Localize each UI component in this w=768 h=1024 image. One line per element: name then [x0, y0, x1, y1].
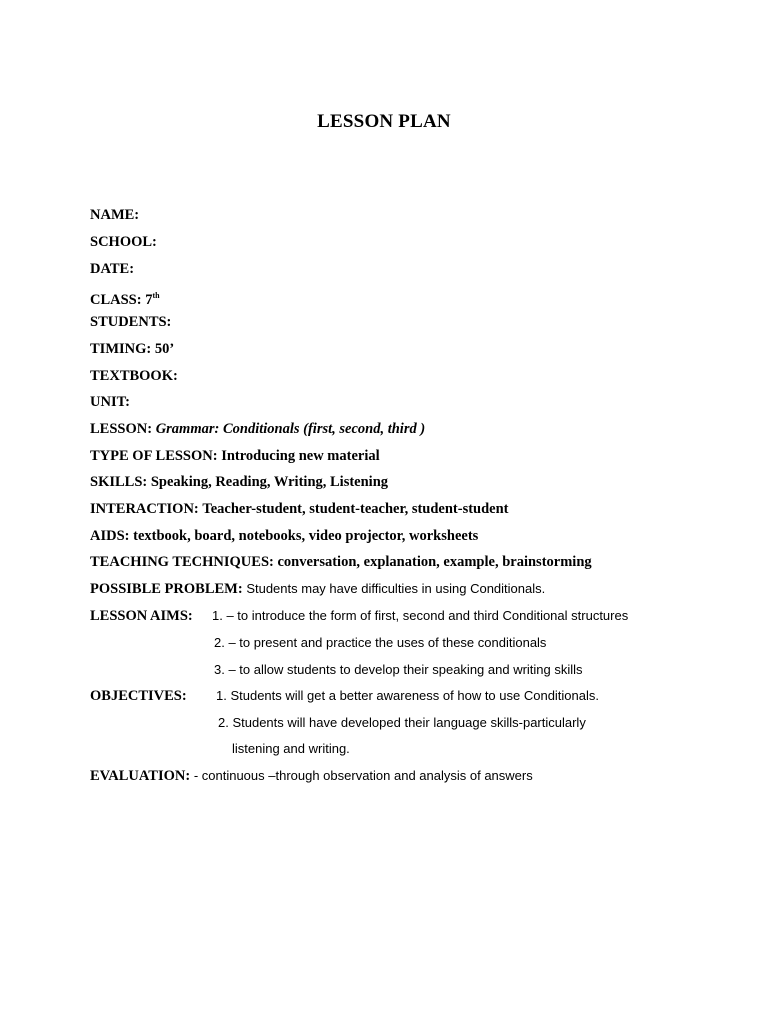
aims-item: 3. – to allow students to develop their speaking and writing skills [214, 662, 583, 677]
date-label: DATE: [90, 261, 135, 277]
interaction-value: Teacher-student, student-teacher, student-student [202, 501, 509, 517]
field-class [90, 287, 160, 309]
field-type [90, 447, 380, 465]
objectives-item: listening and writing. [232, 741, 350, 756]
aids-label: AIDS: [90, 528, 130, 544]
field-techniques [90, 553, 592, 571]
field-students [90, 313, 171, 331]
field-unit [90, 393, 130, 411]
class-value: 7 [145, 292, 153, 308]
field-aims [90, 607, 193, 625]
evaluation-label: EVALUATION: [90, 768, 191, 784]
objectives-item: 2. Students will have developed their language skills-particularly [218, 715, 586, 730]
field-interaction [90, 500, 509, 518]
field-timing [90, 340, 174, 358]
page-title: LESSON PLAN [317, 111, 451, 132]
field-evaluation [90, 767, 533, 785]
field-lesson [90, 420, 425, 438]
techniques-label: TEACHING TECHNIQUES: [90, 554, 274, 570]
field-date [90, 260, 134, 278]
timing-value: 50’ [154, 341, 175, 357]
skills-label: SKILLS: [90, 474, 148, 490]
timing-label: TIMING: [90, 341, 152, 357]
type-value: Introducing new material [221, 448, 380, 464]
field-name [90, 206, 139, 224]
field-objectives [90, 687, 187, 705]
aims-item: 2. – to present and practice the uses of these conditionals [214, 635, 547, 650]
class-label: CLASS: [90, 292, 142, 308]
objectives-label: OBJECTIVES: [90, 688, 187, 704]
interaction-label: INTERACTION: [90, 501, 199, 517]
lesson-value: Grammar: Conditionals (first, second, third ) [155, 421, 426, 437]
aims-label: LESSON AIMS: [90, 608, 193, 624]
field-school [90, 233, 157, 251]
field-aids [90, 527, 478, 545]
field-skills [90, 473, 388, 491]
name-label: NAME: [90, 207, 140, 223]
field-problem [90, 580, 545, 598]
school-label: SCHOOL: [90, 234, 157, 250]
field-textbook [90, 367, 178, 385]
skills-value: Speaking, Reading, Writing, Listening [150, 474, 389, 490]
lesson-label: LESSON: [90, 421, 153, 437]
problem-label: POSSIBLE PROBLEM: [90, 581, 243, 597]
students-label: STUDENTS: [90, 314, 172, 330]
type-label: TYPE OF LESSON: [90, 448, 218, 464]
problem-value: Students may have difficulties in using Conditionals. [246, 581, 546, 596]
aids-value: textbook, board, notebooks, video projector, worksheets [133, 528, 479, 544]
evaluation-value: - continuous –through observation and analysis of answers [193, 768, 533, 783]
objectives-item: 1. Students will get a better awareness of how to use Conditionals. [216, 688, 599, 703]
class-sup: th [152, 291, 160, 300]
unit-label: UNIT: [90, 394, 131, 410]
techniques-value: conversation, explanation, example, brainstorming [277, 554, 592, 570]
textbook-label: TEXTBOOK: [90, 368, 178, 384]
aims-item: 1. – to introduce the form of first, second and third Conditional structures [212, 608, 629, 623]
